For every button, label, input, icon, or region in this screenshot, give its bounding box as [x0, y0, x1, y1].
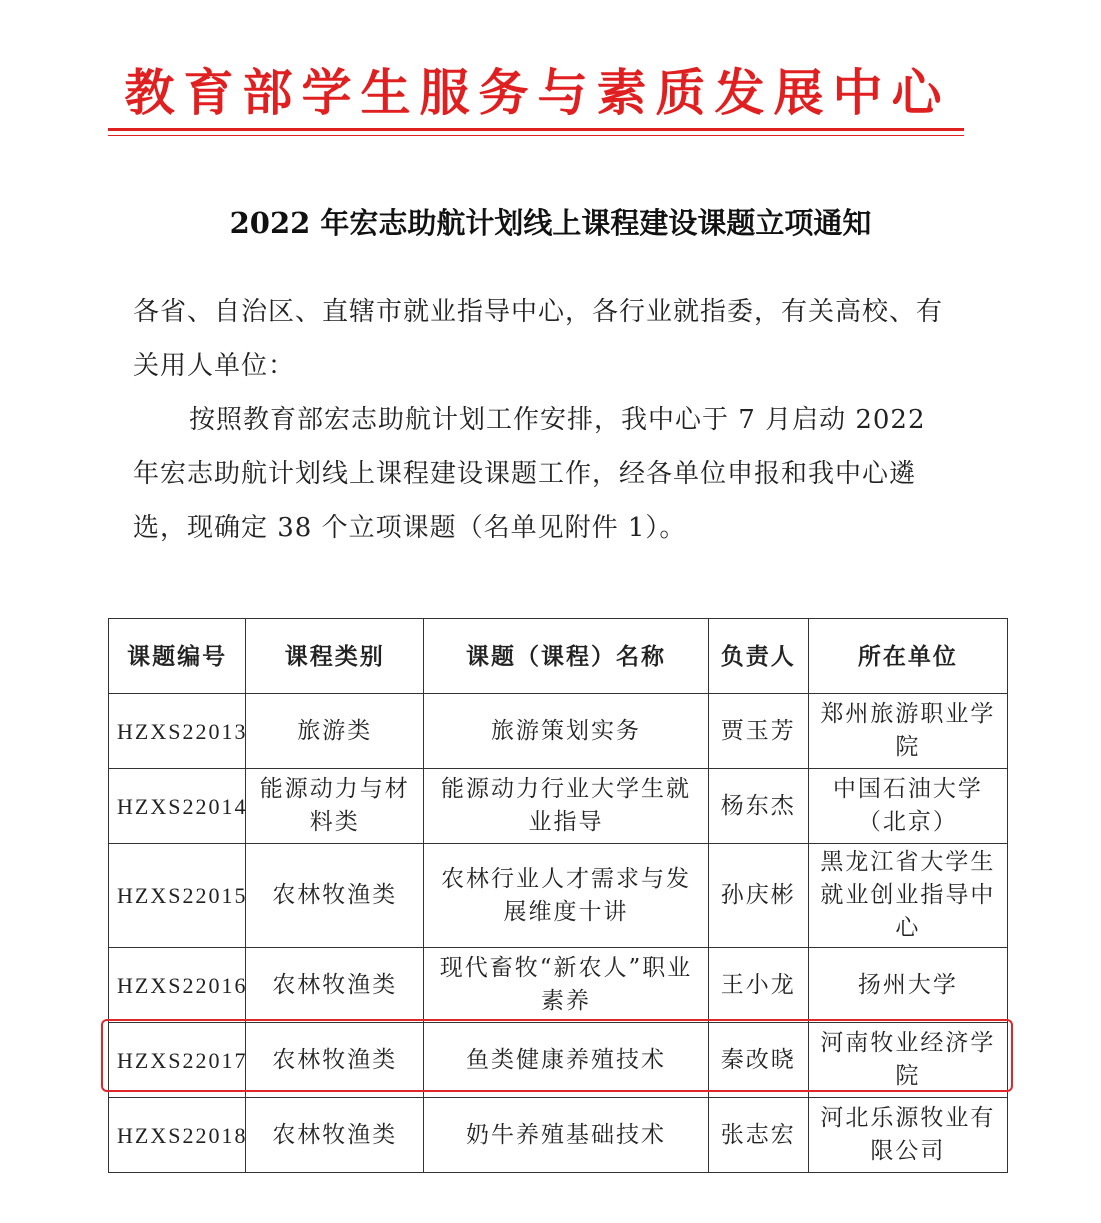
cell-id: HZXS22016: [109, 948, 246, 1023]
cell-category: 农林牧渔类: [246, 1098, 424, 1173]
header-cell: 课题编号: [109, 619, 246, 694]
header-cell: 课题（课程）名称: [424, 619, 708, 694]
cell-id: HZXS22017: [109, 1023, 246, 1098]
cell-leader: 贾玉芳: [708, 694, 808, 769]
body-paragraph: 按照教育部宏志助航计划工作安排，我中心于 7 月启动 2022 年宏志助航计划线上课程建设课题工作，经各单位申报和我中心遴选，现确定 38 个立项课题（名单见附件 1）。: [133, 405, 926, 543]
cell-course-name: 农林行业人才需求与发展维度十讲: [424, 844, 708, 948]
cell-unit: 郑州旅游职业学院: [808, 694, 1007, 769]
cell-unit: 河北乐源牧业有限公司: [808, 1098, 1007, 1173]
cell-unit: 中国石油大学（北京）: [808, 769, 1007, 844]
notice-title: 2022 年宏志助航计划线上课程建设课题立项通知: [229, 206, 872, 240]
cell-unit: 河南牧业经济学院: [808, 1023, 1007, 1098]
addressees-paragraph: 各省、自治区、直辖市就业指导中心，各行业就指委，有关高校、有关用人单位：: [133, 297, 944, 381]
cell-leader: 秦改晓: [708, 1023, 808, 1098]
cell-leader: 孙庆彬: [708, 844, 808, 948]
table-row: [109, 769, 1008, 844]
header-cell: 负责人: [708, 619, 808, 694]
cell-course-name: 能源动力行业大学生就业指导: [424, 769, 708, 844]
header-rule-thick: [108, 128, 964, 131]
cell-course-name: 鱼类健康养殖技术: [424, 1023, 708, 1098]
cell-course-name: 旅游策划实务: [424, 694, 708, 769]
header-rule-thin: [108, 135, 964, 136]
table-row: [109, 844, 1008, 948]
cell-unit: 扬州大学: [808, 948, 1007, 1023]
cell-id: HZXS22013: [109, 694, 246, 769]
cell-category: 农林牧渔类: [246, 844, 424, 948]
org-header: 教育部学生服务与素质发展中心: [124, 63, 951, 122]
cell-id: HZXS22014: [109, 769, 246, 844]
cell-category: 能源动力与材料类: [246, 769, 424, 844]
table-row: [109, 694, 1008, 769]
row-highlight-box: [101, 1019, 1013, 1092]
table-row: [109, 1098, 1008, 1173]
cell-category: 旅游类: [246, 694, 424, 769]
cell-category: 农林牧渔类: [246, 948, 424, 1023]
cell-leader: 杨东杰: [708, 769, 808, 844]
cell-course-name: 奶牛养殖基础技术: [424, 1098, 708, 1173]
table-row: [109, 948, 1008, 1023]
table-header-row: [109, 619, 1008, 694]
cell-id: HZXS22018: [109, 1098, 246, 1173]
cell-leader: 张志宏: [708, 1098, 808, 1173]
header-cell: 所在单位: [808, 619, 1007, 694]
cell-course-name: 现代畜牧“新农人”职业素养: [424, 948, 708, 1023]
cell-unit: 黑龙江省大学生就业创业指导中心: [808, 844, 1007, 948]
header-cell: 课程类别: [246, 619, 424, 694]
cell-category: 农林牧渔类: [246, 1023, 424, 1098]
cell-id: HZXS22015: [109, 844, 246, 948]
cell-leader: 王小龙: [708, 948, 808, 1023]
